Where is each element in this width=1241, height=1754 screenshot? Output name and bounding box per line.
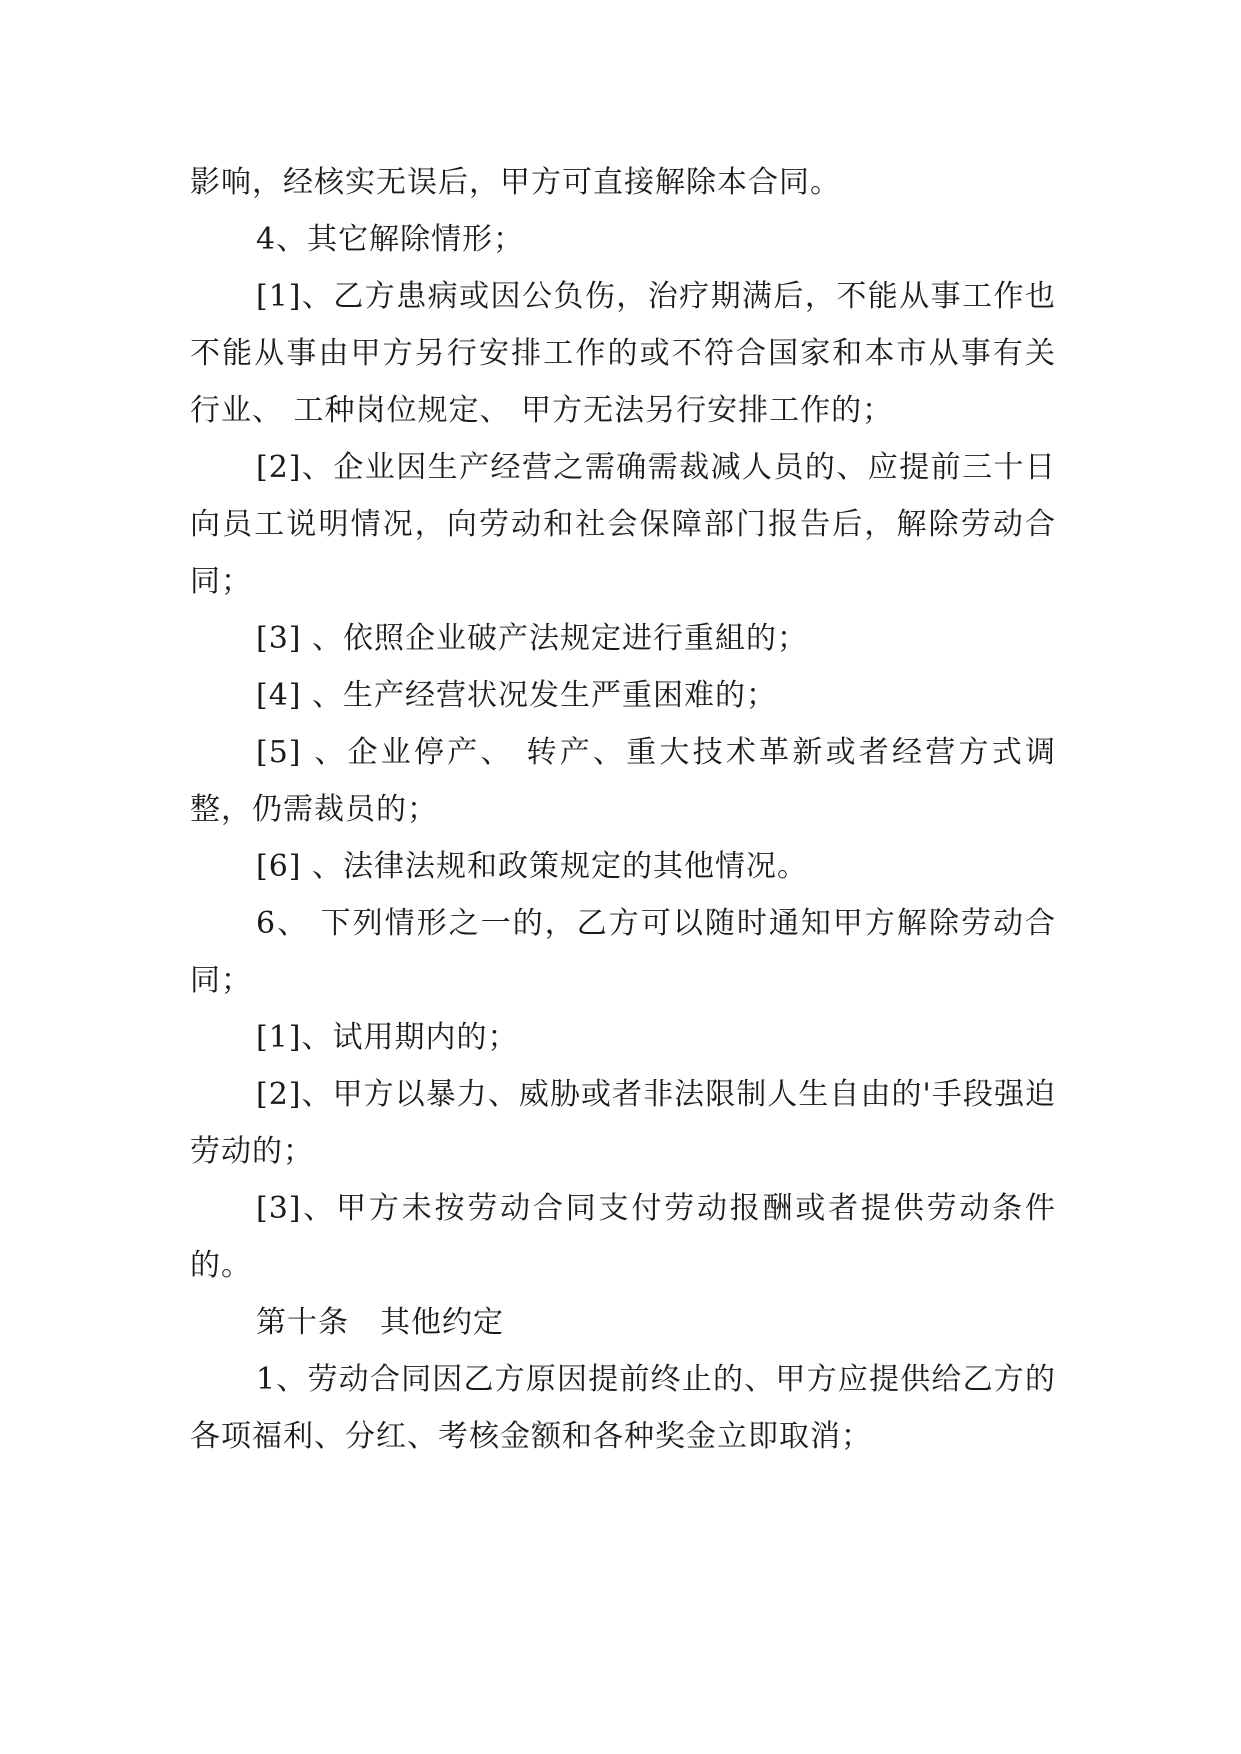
paragraph: 6、 下列情形之一的，乙方可以随时通知甲方解除劳动合同； [190,906,1056,998]
paragraph: 4、其它解除情形； [256,222,525,257]
document-body [190,154,1056,1465]
paragraph: [3] 、依照企业破产法规定进行重組的； [256,621,809,656]
paragraph: [4] 、生产经营状况发生严重困难的； [256,678,778,713]
section-heading: 第十条 其他约定 [256,1305,504,1340]
paragraph: [1]、试用期内的； [256,1020,519,1055]
paragraph: 1、劳动合同因乙方原因提前终止的、甲方应提供给乙方的各项福利、分红、考核金额和各种奖金立即取消； [190,1362,1056,1454]
paragraph: [5] 、企业停产、 转产、重大技术革新或者经营方式调整，仍需裁员的； [190,735,1056,827]
paragraph: 影响，经核实无误后，甲方可直接解除本合同。 [190,165,841,200]
paragraph: [2]、甲方以暴力、威胁或者非法限制人生自由的'手段强迫劳动的； [190,1077,1056,1169]
paragraph: [6] 、法律法规和政策规定的其他情况。 [256,849,809,884]
paragraph: [1]、乙方患病或因公负伤，治疗期满后，不能从事工作也不能从事由甲方另行安排工作的或不符合国家和本市从事有关行业、 工种岗位规定、 甲方无法另行安排工作的； [190,279,1056,428]
paragraph: [3]、甲方未按劳动合同支付劳动报酬或者提供劳动条件的。 [190,1191,1056,1283]
paragraph: [2]、企业因生产经营之需确需裁减人员的、应提前三十日向员工说明情况，向劳动和社会保障部门报告后，解除劳动合同； [190,450,1056,599]
